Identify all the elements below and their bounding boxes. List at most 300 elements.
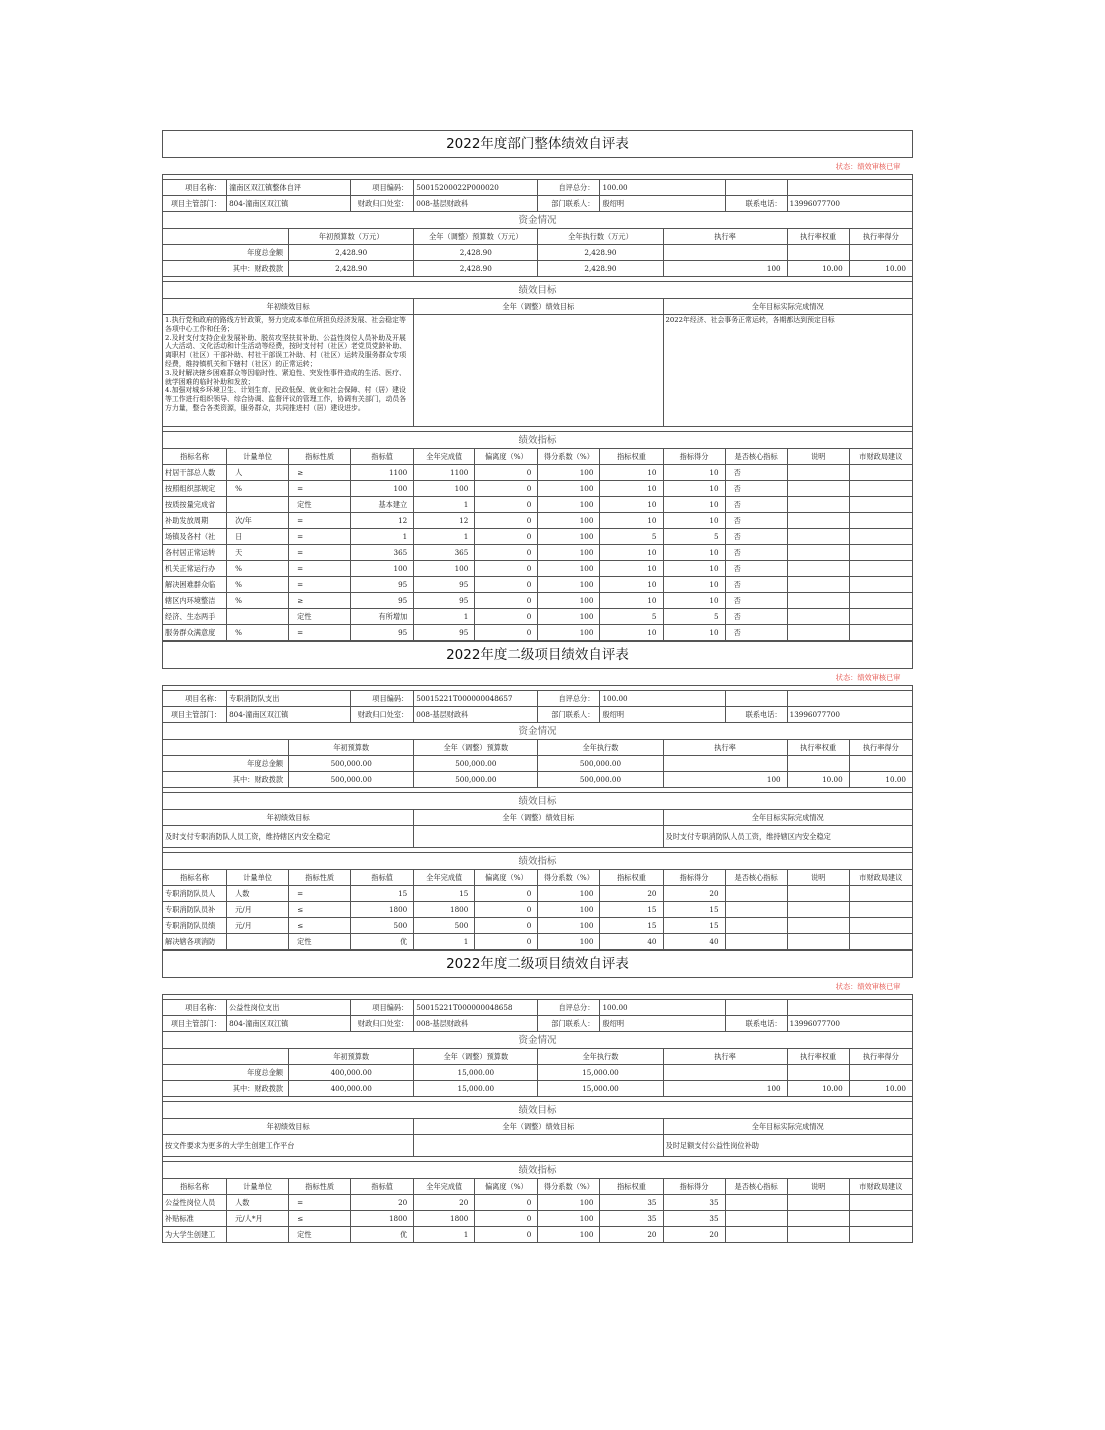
indicator-cell: = (289, 529, 351, 545)
indicator-cell: 15 (600, 902, 663, 918)
indicator-cell: 有所增加 (351, 609, 414, 625)
status-row (163, 978, 913, 995)
indicator-cell: 0 (475, 1227, 538, 1243)
indicator-cell: 10 (600, 593, 663, 609)
empty-cell (163, 1049, 289, 1065)
indicator-header: 偏离度（%） (475, 449, 538, 465)
indicator-cell: 100 (414, 481, 475, 497)
indicator-cell (787, 577, 849, 593)
indicator-cell: 0 (475, 577, 538, 593)
indicator-header: 指标性质 (289, 449, 351, 465)
indicator-cell: = (289, 886, 351, 902)
indicator-cell: ≥ (289, 465, 351, 481)
indicator-cell: 1800 (351, 1211, 414, 1227)
table-title: 2022年度部门整体绩效自评表 (163, 131, 913, 158)
indicator-cell: 村居干部总人数 (163, 465, 227, 481)
empty-cell (787, 691, 912, 707)
indicator-cell: 1 (414, 1227, 475, 1243)
title-row (163, 131, 913, 158)
indicator-cell: 20 (414, 1195, 475, 1211)
indicator-cell: 天 (227, 545, 289, 561)
indicator-header: 得分系数（%） (538, 870, 600, 886)
indicator-cell: 0 (475, 918, 538, 934)
indicator-cell: 10 (663, 593, 725, 609)
fund-value: 15,000.00 (414, 1081, 538, 1097)
indicator-cell (787, 481, 849, 497)
indicator-header: 指标性质 (289, 870, 351, 886)
indicator-cell: 20 (663, 1227, 725, 1243)
indicator-cell: 10 (663, 481, 725, 497)
indicator-section-title: 绩效指标 (163, 853, 913, 870)
fund-header: 执行率权重 (787, 1049, 849, 1065)
indicator-cell: 20 (663, 886, 725, 902)
department-value: 804-潼南区双江镇 (227, 707, 351, 723)
goal-adjusted (414, 826, 663, 848)
fund-header: 年初预算数 (289, 740, 414, 756)
fund-value: 15,000.00 (414, 1065, 538, 1081)
fund-value: 400,000.00 (289, 1081, 414, 1097)
indicator-cell: 10 (600, 465, 663, 481)
fund-header: 年初预算数 (289, 1049, 414, 1065)
indicator-cell: 10 (600, 497, 663, 513)
indicator-cell: 人 (227, 465, 289, 481)
indicator-cell: 100 (538, 497, 600, 513)
indicator-cell: 100 (538, 918, 600, 934)
goal-actual: 及时足额支付公益性岗位补助 (663, 1135, 913, 1157)
fund-row (163, 756, 913, 772)
department-value: 804-潼南区双江镇 (227, 196, 351, 212)
indicator-cell: 否 (725, 497, 787, 513)
fund-header: 执行率权重 (787, 229, 849, 245)
fund-header-row (163, 229, 913, 245)
fund-header: 执行率 (663, 229, 787, 245)
indicator-header: 指标得分 (663, 1179, 725, 1195)
indicator-cell: 日 (227, 529, 289, 545)
execution-rate: 100 (663, 772, 787, 788)
indicator-cell: 10 (600, 561, 663, 577)
total-score-label: 自评总分： (538, 180, 600, 196)
fund-value: 2,428.90 (538, 261, 663, 277)
indicator-cell: 按质按量完成省 (163, 497, 227, 513)
table-row (163, 609, 913, 625)
table-row (163, 465, 913, 481)
department-label: 项目主管部门： (163, 196, 227, 212)
goal-header: 全年（调整）绩效目标 (414, 1119, 663, 1135)
fund-row-label: 年度总金额 (163, 1065, 289, 1081)
indicator-cell: 基本建立 (351, 497, 414, 513)
info-row (163, 1016, 913, 1032)
indicator-cell: 否 (725, 513, 787, 529)
table-row (163, 1195, 913, 1211)
indicator-cell: 10 (663, 513, 725, 529)
goal-header: 全年（调整）绩效目标 (414, 810, 663, 826)
total-score-value: 100.00 (600, 180, 725, 196)
finance-office-label: 财政归口处室： (351, 707, 414, 723)
status-row (163, 669, 913, 686)
project-name-label: 项目名称： (163, 1000, 227, 1016)
indicator-cell: = (289, 625, 351, 641)
indicator-cell: 12 (414, 513, 475, 529)
indicator-cell: % (227, 577, 289, 593)
table-row (163, 497, 913, 513)
indicator-cell: 0 (475, 934, 538, 950)
indicator-cell: 100 (538, 465, 600, 481)
contact-label: 部门联系人： (538, 707, 600, 723)
indicator-cell: 10 (663, 497, 725, 513)
fund-section-title: 资金情况 (163, 1032, 913, 1049)
indicator-header: 是否核心指标 (725, 449, 787, 465)
indicator-cell: 100 (538, 513, 600, 529)
indicator-cell: ≤ (289, 902, 351, 918)
indicator-cell: 5 (663, 609, 725, 625)
indicator-cell (725, 918, 787, 934)
indicator-cell: 经济、生态两手 (163, 609, 227, 625)
contact-value: 殷绍明 (600, 196, 725, 212)
indicator-cell (725, 902, 787, 918)
indicator-cell (787, 561, 849, 577)
indicator-cell: 机关正常运行办 (163, 561, 227, 577)
fund-header: 全年执行数（万元） (538, 229, 663, 245)
indicator-cell: 否 (725, 625, 787, 641)
empty-cell (725, 691, 787, 707)
indicator-header: 指标性质 (289, 1179, 351, 1195)
indicator-cell: 否 (725, 561, 787, 577)
indicator-cell (227, 609, 289, 625)
fund-header: 全年（调整）预算数 (414, 1049, 538, 1065)
indicator-cell: 35 (600, 1195, 663, 1211)
project-name-label: 项目名称： (163, 691, 227, 707)
contact-label: 部门联系人： (538, 1016, 600, 1032)
table-row (163, 593, 913, 609)
indicator-header: 偏离度（%） (475, 870, 538, 886)
goal-header: 年初绩效目标 (163, 1119, 414, 1135)
goal-initial: 及时支付专职消防队人员工资，维持辖区内安全稳定 (163, 826, 414, 848)
dept-table (162, 130, 913, 641)
indicator-header: 说明 (787, 870, 849, 886)
indicator-cell: 优 (351, 934, 414, 950)
fund-header-row (163, 740, 913, 756)
table-row (163, 513, 913, 529)
total-score-label: 自评总分： (538, 1000, 600, 1016)
indicator-cell: 定性 (289, 609, 351, 625)
indicator-cell (227, 934, 289, 950)
project-name-value: 公益性岗位支出 (227, 1000, 351, 1016)
indicator-header: 指标权重 (600, 870, 663, 886)
indicator-cell: 0 (475, 465, 538, 481)
indicator-cell: = (289, 545, 351, 561)
indicator-cell: 100 (538, 609, 600, 625)
indicator-cell (849, 934, 912, 950)
indicator-cell: 20 (600, 886, 663, 902)
goal-adjusted (414, 1135, 663, 1157)
indicator-header: 指标得分 (663, 449, 725, 465)
indicator-cell: 0 (475, 886, 538, 902)
indicator-cell: ≤ (289, 918, 351, 934)
indicator-cell: 0 (475, 1211, 538, 1227)
execution-weight: 10.00 (787, 261, 849, 277)
indicator-cell: 人数 (227, 1195, 289, 1211)
indicator-cell (849, 577, 912, 593)
indicator-cell: 10 (663, 625, 725, 641)
indicator-cell: 为大学生创建工 (163, 1227, 227, 1243)
indicator-cell: 15 (351, 886, 414, 902)
indicator-cell (849, 465, 912, 481)
indicator-cell: 10 (663, 465, 725, 481)
indicator-cell (227, 497, 289, 513)
fund-section-title: 资金情况 (163, 723, 913, 740)
indicator-cell: 0 (475, 625, 538, 641)
indicator-cell: 服务群众满意度 (163, 625, 227, 641)
indicator-cell: % (227, 561, 289, 577)
execution-score (849, 756, 912, 772)
goal-section-title: 绩效目标 (163, 1102, 913, 1119)
indicator-header: 指标权重 (600, 449, 663, 465)
execution-weight: 10.00 (787, 772, 849, 788)
execution-rate (663, 756, 787, 772)
phone-value: 13996077700 (787, 1016, 912, 1032)
indicator-cell: 辖区内环境整洁 (163, 593, 227, 609)
indicator-cell (849, 513, 912, 529)
fund-header: 年初预算数（万元） (289, 229, 414, 245)
fund-row (163, 245, 913, 261)
department-label: 项目主管部门： (163, 1016, 227, 1032)
project-name-label: 项目名称： (163, 180, 227, 196)
finance-office-label: 财政归口处室： (351, 1016, 414, 1032)
indicator-cell: 0 (475, 513, 538, 529)
indicator-cell: 95 (351, 577, 414, 593)
indicator-cell (787, 529, 849, 545)
indicator-cell: 15 (663, 902, 725, 918)
indicator-header: 偏离度（%） (475, 1179, 538, 1195)
indicator-cell: = (289, 561, 351, 577)
execution-rate (663, 245, 787, 261)
section-row (163, 282, 913, 299)
indicator-header: 指标名称 (163, 870, 227, 886)
indicator-cell (787, 902, 849, 918)
fund-value: 500,000.00 (414, 772, 538, 788)
fund-value: 2,428.90 (538, 245, 663, 261)
indicator-cell: 1 (414, 497, 475, 513)
indicator-header: 得分系数（%） (538, 1179, 600, 1195)
fund-header: 执行率 (663, 740, 787, 756)
section-row (163, 1032, 913, 1049)
fund-header: 全年执行数 (538, 1049, 663, 1065)
execution-score (849, 245, 912, 261)
execution-score (849, 1065, 912, 1081)
indicator-header: 计量单位 (227, 449, 289, 465)
execution-weight: 10.00 (787, 1081, 849, 1097)
indicator-cell: % (227, 481, 289, 497)
indicator-cell: 场镇及各村（社 (163, 529, 227, 545)
phone-label: 联系电话： (725, 707, 787, 723)
indicator-cell: 0 (475, 545, 538, 561)
indicator-cell (787, 593, 849, 609)
fund-header: 执行率得分 (849, 740, 912, 756)
phone-value: 13996077700 (787, 196, 912, 212)
indicator-cell: 15 (600, 918, 663, 934)
indicator-header: 全年完成值 (414, 1179, 475, 1195)
indicator-cell: = (289, 513, 351, 529)
execution-weight (787, 756, 849, 772)
empty-cell (725, 180, 787, 196)
table-row (163, 934, 913, 950)
indicator-cell: 0 (475, 902, 538, 918)
finance-office-value: 008-基层财政科 (414, 196, 538, 212)
indicator-header: 指标值 (351, 1179, 414, 1195)
indicator-cell: 1 (351, 529, 414, 545)
indicator-cell (849, 497, 912, 513)
indicator-header-row (163, 1179, 913, 1195)
indicator-cell: % (227, 625, 289, 641)
project-name-value: 专职消防队支出 (227, 691, 351, 707)
table-row (163, 918, 913, 934)
goal-header: 全年目标实际完成情况 (663, 1119, 913, 1135)
indicator-header: 是否核心指标 (725, 870, 787, 886)
goal-actual: 2022年经济、社会事务正常运转，各期都达到预定目标 (663, 315, 913, 427)
fund-header: 全年（调整）预算数（万元） (414, 229, 538, 245)
goal-section-title: 绩效目标 (163, 282, 913, 299)
indicator-cell: 10 (600, 481, 663, 497)
indicator-cell: 专职消防队员绩 (163, 918, 227, 934)
indicator-header: 说明 (787, 1179, 849, 1195)
info-row (163, 1000, 913, 1016)
indicator-cell: 100 (538, 902, 600, 918)
indicator-cell: 补助发放周期 (163, 513, 227, 529)
indicator-cell: 5 (663, 529, 725, 545)
indicator-cell: 100 (538, 625, 600, 641)
execution-score: 10.00 (849, 261, 912, 277)
indicator-cell: 否 (725, 577, 787, 593)
info-row (163, 196, 913, 212)
section-row (163, 212, 913, 229)
goal-actual: 及时支付专职消防队人员工资，维持辖区内安全稳定 (663, 826, 913, 848)
indicator-cell: 否 (725, 593, 787, 609)
phone-label: 联系电话： (725, 196, 787, 212)
indicator-cell (849, 609, 912, 625)
fund-row-label: 其中：财政拨款 (163, 261, 289, 277)
indicator-header: 市财政局建议 (849, 870, 912, 886)
indicator-cell: 1 (414, 529, 475, 545)
indicator-cell: 0 (475, 481, 538, 497)
indicator-cell (849, 918, 912, 934)
table-title: 2022年度二级项目绩效自评表 (163, 642, 913, 669)
indicator-cell: 0 (475, 529, 538, 545)
indicator-cell: 20 (600, 1227, 663, 1243)
empty-cell (725, 1000, 787, 1016)
indicator-cell: = (289, 1195, 351, 1211)
fund-header: 执行率 (663, 1049, 787, 1065)
department-label: 项目主管部门： (163, 707, 227, 723)
indicator-cell (849, 625, 912, 641)
indicator-header: 说明 (787, 449, 849, 465)
info-row (163, 707, 913, 723)
indicator-cell: 5 (600, 529, 663, 545)
contact-value: 殷绍明 (600, 1016, 725, 1032)
indicator-cell: 元/人*月 (227, 1211, 289, 1227)
indicator-cell: 100 (538, 1227, 600, 1243)
indicator-cell: 否 (725, 545, 787, 561)
indicator-cell: 1100 (351, 465, 414, 481)
indicator-cell: 次/年 (227, 513, 289, 529)
indicator-header: 指标权重 (600, 1179, 663, 1195)
indicator-cell: 0 (475, 497, 538, 513)
fund-section-title: 资金情况 (163, 212, 913, 229)
indicator-cell: 20 (351, 1195, 414, 1211)
project-code-label: 项目编码： (351, 180, 414, 196)
indicator-cell: 1 (414, 934, 475, 950)
execution-rate: 100 (663, 1081, 787, 1097)
indicator-cell: 1100 (414, 465, 475, 481)
indicator-header: 是否核心指标 (725, 1179, 787, 1195)
goal-section-title: 绩效目标 (163, 793, 913, 810)
fund-value: 500,000.00 (289, 772, 414, 788)
empty-cell (787, 1000, 912, 1016)
table-row (163, 1227, 913, 1243)
indicator-cell: 500 (414, 918, 475, 934)
indicator-cell: 365 (414, 545, 475, 561)
indicator-cell: 10 (600, 545, 663, 561)
indicator-cell (849, 1211, 912, 1227)
indicator-cell (849, 902, 912, 918)
section-row (163, 432, 913, 449)
finance-office-label: 财政归口处室： (351, 196, 414, 212)
goal-initial: 1.执行党和政府的路线方针政策，努力完成本单位所担负经济发展、社会稳定等各项中心工作和任务； 2.及时支付支持企业发展补助、脱贫攻坚扶贫补助、公益性岗位人员补助及开展人大活动、文化活动和计生活动等经费，按时支付村（社区）老党员党龄补助、离职村（社区）干部补助、村社干部误工补助、村（社区）运转及服务群众专项经费，维持镇机关和下辖村（社区）的正常运转； 3.及时解决辖乡困难群众等因临时性、紧迫性、突发性事件造成的生活、医疗、就学困难的临时补助和发放； 4.加强对城乡环境卫生、计划生育、民政低保、就业和社会保障、村（居）建设等工作进行组织领导、综合协调、监督评议的管理工作，协调有关部门，动员各方力量，整合各类资源，服务群众，共同推进村（居）建设进步。 (163, 315, 414, 427)
table-row (163, 625, 913, 641)
indicator-cell: 人数 (227, 886, 289, 902)
indicator-cell: 解决困难群众临 (163, 577, 227, 593)
proj1-table (162, 641, 913, 950)
fund-row (163, 772, 913, 788)
status-text: 状态：绩效审核已审 (163, 158, 913, 175)
indicator-cell: 否 (725, 465, 787, 481)
section-row (163, 1162, 913, 1179)
table-row (163, 561, 913, 577)
indicator-cell: 10 (663, 577, 725, 593)
goal-header: 全年（调整）绩效目标 (414, 299, 663, 315)
fund-value: 2,428.90 (414, 261, 538, 277)
project-name-value: 潼南区双江镇整体自评 (227, 180, 351, 196)
section-row (163, 793, 913, 810)
fund-value: 2,428.90 (414, 245, 538, 261)
indicator-cell: 95 (414, 625, 475, 641)
indicator-header-row (163, 449, 913, 465)
indicator-cell (787, 934, 849, 950)
empty-cell (163, 740, 289, 756)
department-value: 804-潼南区双江镇 (227, 1016, 351, 1032)
fund-row-label: 其中：财政拨款 (163, 1081, 289, 1097)
fund-header-row (163, 1049, 913, 1065)
contact-label: 部门联系人： (538, 196, 600, 212)
indicator-header: 指标值 (351, 870, 414, 886)
indicator-cell: 定性 (289, 1227, 351, 1243)
indicator-cell: 100 (538, 561, 600, 577)
indicator-cell: 补贴标准 (163, 1211, 227, 1227)
indicator-cell: 元/月 (227, 918, 289, 934)
execution-weight (787, 1065, 849, 1081)
goal-header: 年初绩效目标 (163, 299, 414, 315)
indicator-section-title: 绩效指标 (163, 432, 913, 449)
indicator-cell (725, 1195, 787, 1211)
fund-value: 400,000.00 (289, 1065, 414, 1081)
indicator-cell (787, 886, 849, 902)
indicator-cell: 否 (725, 609, 787, 625)
indicator-cell (787, 918, 849, 934)
goal-header: 全年目标实际完成情况 (663, 299, 913, 315)
indicator-header: 计量单位 (227, 1179, 289, 1195)
indicator-cell: 1800 (351, 902, 414, 918)
fund-value: 500,000.00 (289, 756, 414, 772)
indicator-header: 计量单位 (227, 870, 289, 886)
